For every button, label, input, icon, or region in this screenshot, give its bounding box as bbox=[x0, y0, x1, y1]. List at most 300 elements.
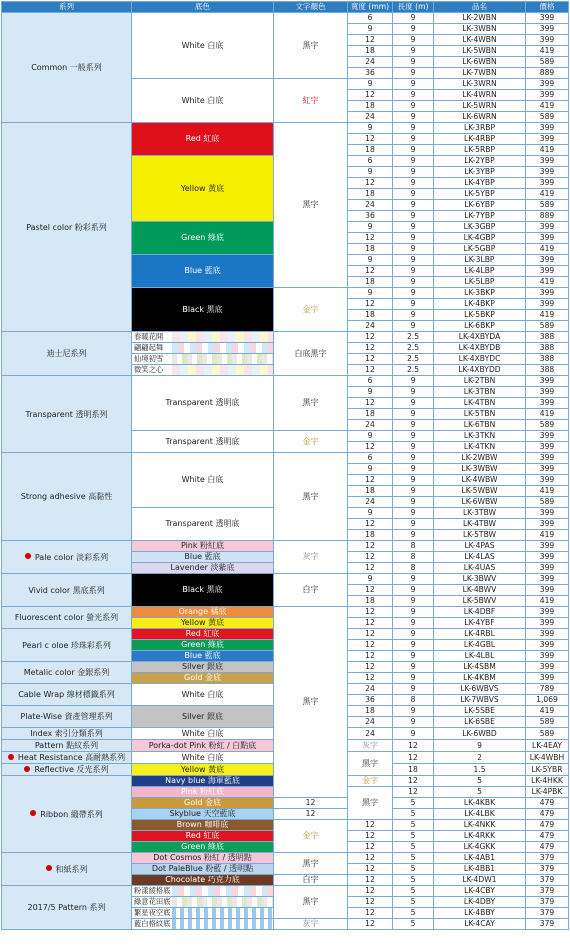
price-cell: 399 bbox=[526, 376, 569, 387]
width-cell: 12 bbox=[348, 266, 393, 277]
length-cell: 9 bbox=[393, 409, 434, 420]
pattern-swatch bbox=[172, 897, 273, 907]
width-cell: 12 bbox=[348, 398, 393, 409]
price-cell: 399 bbox=[526, 398, 569, 409]
price-cell: 379 bbox=[526, 919, 569, 930]
series-cell bbox=[2, 13, 132, 123]
width-cell: 18 bbox=[348, 189, 393, 200]
length-cell: 9 bbox=[393, 717, 434, 728]
product-cell: LK-4LAS bbox=[434, 552, 526, 563]
series-label: Pattern 點紋系列 bbox=[34, 741, 99, 750]
pattern-swatch bbox=[172, 343, 273, 353]
background-cell: Pink 粉紅底 bbox=[132, 541, 274, 552]
length-cell: 9 bbox=[393, 244, 434, 255]
price-cell: 479 bbox=[526, 842, 569, 853]
series-label: Index 索引分類系列 bbox=[30, 729, 103, 738]
width-cell: 18 bbox=[348, 101, 393, 112]
table-row bbox=[2, 607, 569, 618]
length-cell: 9 bbox=[393, 266, 434, 277]
width-cell: 9 bbox=[348, 222, 393, 233]
length-cell: 9 bbox=[393, 13, 434, 24]
series-label: Cable Wrap 線材標籤系列 bbox=[18, 690, 115, 699]
price-cell: 388 bbox=[526, 343, 569, 354]
width-cell: 12 bbox=[393, 740, 434, 752]
table-row bbox=[2, 332, 569, 343]
product-cell: LK-4SBM bbox=[434, 662, 526, 673]
price-cell: 419 bbox=[526, 101, 569, 112]
price-cell: 388 bbox=[526, 332, 569, 343]
background-cell: Green 綠底 bbox=[132, 842, 274, 853]
series-label: Pearl c oloe 珍珠彩系列 bbox=[22, 640, 111, 650]
background-cell: Green 綠底 bbox=[132, 222, 274, 255]
background-cell: Skyblue 天空藍底 bbox=[132, 809, 274, 820]
product-cell: LK-4DW1 bbox=[434, 875, 526, 886]
product-cell: LK-4LBK bbox=[434, 809, 526, 820]
length-cell: 9 bbox=[393, 574, 434, 585]
price-cell: 399 bbox=[526, 222, 569, 233]
product-cell: LK-3BWV bbox=[434, 574, 526, 585]
series-label: 迪士尼系列 bbox=[46, 349, 87, 358]
width-cell: 24 bbox=[348, 420, 393, 431]
length-cell: 9 bbox=[393, 299, 434, 310]
price-cell: 399 bbox=[526, 442, 569, 453]
length-cell: 2.5 bbox=[393, 365, 434, 376]
width-cell: 12 bbox=[393, 776, 434, 787]
price-cell: 399 bbox=[526, 629, 569, 640]
price-cell: 399 bbox=[526, 299, 569, 310]
length-cell: 9 bbox=[393, 398, 434, 409]
product-cell: LK-6YBP bbox=[434, 200, 526, 211]
length-cell: 9 bbox=[393, 442, 434, 453]
width-cell: 12 bbox=[348, 178, 393, 189]
width-cell: 24 bbox=[348, 112, 393, 123]
width-cell: 24 bbox=[348, 717, 393, 728]
text-color-cell: 紅字 bbox=[274, 79, 348, 123]
product-cell: LK-4TKN bbox=[434, 442, 526, 453]
length-cell: 9 bbox=[393, 684, 434, 695]
width-cell: 12 bbox=[348, 673, 393, 684]
length-cell: 9 bbox=[393, 453, 434, 464]
series-cell bbox=[2, 752, 132, 764]
product-cell: LK-4BWV bbox=[434, 585, 526, 596]
price-cell: 399 bbox=[526, 519, 569, 530]
background-cell: Green 綠底 bbox=[132, 640, 274, 651]
width-cell: 18 bbox=[348, 310, 393, 321]
background-cell: White 白底 bbox=[132, 684, 274, 706]
product-cell: LK-4BBY bbox=[434, 908, 526, 919]
width-cell: 12 bbox=[348, 365, 393, 376]
length-cell: 9 bbox=[393, 310, 434, 321]
product-cell: LK-4BKP bbox=[434, 299, 526, 310]
product-cell: LK-4NKK bbox=[434, 820, 526, 831]
price-cell: 789 bbox=[526, 684, 569, 695]
length-cell: 9 bbox=[393, 596, 434, 607]
price-cell: 379 bbox=[526, 853, 569, 864]
width-cell: 18 bbox=[348, 596, 393, 607]
background-cell: Blue 藍底 bbox=[132, 651, 274, 662]
price-cell: 419 bbox=[526, 596, 569, 607]
product-cell: LK-5WBW bbox=[434, 486, 526, 497]
background-cell: Brown 咖啡底 bbox=[132, 820, 274, 831]
price-cell: 399 bbox=[526, 79, 569, 90]
length-cell: 2.5 bbox=[393, 354, 434, 365]
pattern-label: 春暖花開 bbox=[132, 332, 172, 342]
price-cell: 379 bbox=[526, 886, 569, 897]
product-cell: LK-4GBL bbox=[434, 640, 526, 651]
series-cell bbox=[2, 740, 132, 752]
width-cell: 12 bbox=[348, 919, 393, 930]
width-cell: 18 bbox=[348, 486, 393, 497]
header-row bbox=[2, 2, 569, 13]
product-cell: LK-4LBL bbox=[434, 651, 526, 662]
header-width: 寬度 (mm) bbox=[348, 2, 393, 13]
width-cell: 24 bbox=[348, 200, 393, 211]
product-cell: LK-3WRN bbox=[434, 79, 526, 90]
price-cell: 479 bbox=[526, 831, 569, 842]
price-cell: 419 bbox=[526, 145, 569, 156]
price-cell: 399 bbox=[526, 123, 569, 134]
header-series: 系列 bbox=[2, 2, 132, 13]
table-row bbox=[2, 123, 569, 134]
product-cell: LK-5YBR bbox=[526, 764, 569, 776]
length-cell: 9 bbox=[393, 288, 434, 299]
width-cell: 12 bbox=[348, 332, 393, 343]
length-cell: 9 bbox=[434, 740, 526, 752]
series-label: Pastel color 粉彩系列 bbox=[26, 222, 107, 232]
series-cell bbox=[2, 574, 132, 607]
series-label: 2017/5 Pattern 系列 bbox=[27, 903, 106, 912]
price-cell: 589 bbox=[526, 717, 569, 728]
width-cell: 18 bbox=[348, 46, 393, 57]
width-cell: 24 bbox=[348, 728, 393, 740]
series-cell bbox=[2, 541, 132, 574]
background-cell: Black 黑底 bbox=[132, 288, 274, 332]
length-cell: 9 bbox=[393, 431, 434, 442]
series-label: Vivid color 黑底系列 bbox=[28, 585, 105, 595]
width-cell: 9 bbox=[348, 255, 393, 266]
price-cell: 399 bbox=[526, 156, 569, 167]
price-cell: 399 bbox=[526, 563, 569, 574]
length-cell: 9 bbox=[393, 486, 434, 497]
product-cell: LK-7WBVS bbox=[434, 695, 526, 706]
series-cell bbox=[2, 662, 132, 684]
length-cell: 9 bbox=[393, 497, 434, 508]
series-label: Fluorescent color 螢光系列 bbox=[14, 613, 119, 622]
product-cell: LK-3TKN bbox=[434, 431, 526, 442]
length-cell: 9 bbox=[393, 255, 434, 266]
price-cell: 399 bbox=[526, 475, 569, 486]
price-cell: 399 bbox=[526, 651, 569, 662]
length-cell: 9 bbox=[393, 651, 434, 662]
price-cell: 399 bbox=[526, 574, 569, 585]
price-cell: 399 bbox=[526, 13, 569, 24]
width-cell: 6 bbox=[348, 453, 393, 464]
price-cell: 399 bbox=[526, 35, 569, 46]
series-cell bbox=[2, 764, 132, 776]
text-color-cell: 黑字 bbox=[274, 376, 348, 431]
width-cell: 18 bbox=[348, 706, 393, 717]
background-cell: Silver 銀底 bbox=[132, 662, 274, 673]
price-table bbox=[1, 1, 569, 930]
product-cell: LK-5TBN bbox=[434, 409, 526, 420]
length-cell: 9 bbox=[393, 475, 434, 486]
price-cell: 399 bbox=[526, 387, 569, 398]
width-cell: 9 bbox=[348, 431, 393, 442]
price-cell: 589 bbox=[526, 497, 569, 508]
width-cell: 12 bbox=[348, 475, 393, 486]
width-cell: 12 bbox=[274, 798, 348, 809]
length-cell: 9 bbox=[393, 156, 434, 167]
product-cell: LK-4KBM bbox=[434, 673, 526, 684]
width-cell: 12 bbox=[348, 618, 393, 629]
length-cell: 9 bbox=[393, 211, 434, 222]
price-cell: 399 bbox=[526, 431, 569, 442]
background-cell: Dot PaleBlue 粉藍 / 透明點 bbox=[132, 864, 274, 875]
width-cell: 9 bbox=[348, 79, 393, 90]
width-cell: 9 bbox=[348, 464, 393, 475]
table-row bbox=[2, 886, 569, 897]
width-cell: 18 bbox=[393, 764, 434, 776]
background-cell: Dot Cosmos 粉紅 / 透明點 bbox=[132, 853, 274, 864]
product-cell: LK-4XBYDA bbox=[434, 332, 526, 343]
product-cell: LK-3BKP bbox=[434, 288, 526, 299]
length-cell: 9 bbox=[393, 101, 434, 112]
width-cell: 12 bbox=[348, 864, 393, 875]
background-cell: Yellow 黃底 bbox=[132, 764, 274, 776]
series-label: Heat Resistance 高耐熱系列 bbox=[17, 753, 126, 762]
background-cell: Navy blue 海軍藍底 bbox=[132, 776, 274, 787]
length-cell: 9 bbox=[393, 233, 434, 244]
series-label: Plate-Wise 資產管理系列 bbox=[20, 712, 113, 721]
width-cell: 9 bbox=[348, 574, 393, 585]
background-cell: White 白底 bbox=[132, 13, 274, 79]
background-cell: Orange 橘底 bbox=[132, 607, 274, 618]
length-cell: 9 bbox=[393, 530, 434, 541]
length-cell: 9 bbox=[393, 134, 434, 145]
price-cell: 399 bbox=[526, 453, 569, 464]
length-cell: 9 bbox=[393, 24, 434, 35]
product-cell: LK-4RBP bbox=[434, 134, 526, 145]
background-cell bbox=[132, 886, 274, 897]
width-cell: 24 bbox=[348, 321, 393, 332]
product-cell: LK-4TBN bbox=[434, 398, 526, 409]
background-cell bbox=[132, 332, 274, 343]
width-cell: 36 bbox=[348, 211, 393, 222]
pattern-label: 繁星夜空底 bbox=[134, 908, 171, 917]
price-cell: 419 bbox=[526, 706, 569, 717]
product-cell: LK-5RBP bbox=[434, 145, 526, 156]
width-cell: 12 bbox=[348, 853, 393, 864]
price-cell: 399 bbox=[526, 618, 569, 629]
price-cell: 589 bbox=[526, 420, 569, 431]
length-cell: 9 bbox=[393, 464, 434, 475]
price-cell: 388 bbox=[526, 365, 569, 376]
text-color-cell: 黑字 bbox=[274, 853, 348, 875]
price-cell: 399 bbox=[526, 541, 569, 552]
red-dot-icon bbox=[8, 754, 14, 760]
length-cell: 2 bbox=[434, 752, 526, 764]
price-cell: 399 bbox=[526, 233, 569, 244]
length-cell: 5 bbox=[393, 842, 434, 853]
price-cell: 379 bbox=[526, 875, 569, 886]
width-cell: 6 bbox=[348, 156, 393, 167]
pattern-label: 粉漾綾格底 bbox=[134, 886, 171, 895]
length-cell: 9 bbox=[393, 277, 434, 288]
width-cell: 12 bbox=[348, 585, 393, 596]
series-cell bbox=[2, 886, 132, 930]
background-cell: Red 紅底 bbox=[132, 831, 274, 842]
width-cell: 18 bbox=[348, 530, 393, 541]
length-cell: 5 bbox=[393, 897, 434, 908]
width-cell: 9 bbox=[348, 508, 393, 519]
price-cell: 889 bbox=[526, 68, 569, 79]
width-cell: 12 bbox=[348, 233, 393, 244]
length-cell: 9 bbox=[393, 728, 434, 740]
product-cell: LK-4WBH bbox=[526, 752, 569, 764]
length-cell: 9 bbox=[393, 79, 434, 90]
series-cell bbox=[2, 376, 132, 453]
price-cell: 399 bbox=[526, 552, 569, 563]
width-cell: 12 bbox=[348, 820, 393, 831]
series-cell bbox=[2, 123, 132, 332]
width-cell: 12 bbox=[348, 629, 393, 640]
product-cell: LK-2WBN bbox=[434, 13, 526, 24]
price-cell: 419 bbox=[526, 277, 569, 288]
length-cell: 9 bbox=[393, 519, 434, 530]
width-cell: 24 bbox=[348, 684, 393, 695]
length-cell: 8 bbox=[393, 695, 434, 706]
price-cell: 589 bbox=[526, 728, 569, 740]
table-row bbox=[2, 376, 569, 387]
width-cell: 12 bbox=[348, 90, 393, 101]
length-cell: 5 bbox=[393, 908, 434, 919]
text-color-cell: 黑字 bbox=[274, 13, 348, 79]
width-cell: 36 bbox=[348, 695, 393, 706]
text-color-cell: 黑字 bbox=[274, 607, 348, 798]
width-cell: 9 bbox=[348, 123, 393, 134]
width-cell: 12 bbox=[348, 842, 393, 853]
price-cell: 419 bbox=[526, 486, 569, 497]
width-cell: 12 bbox=[348, 908, 393, 919]
width-cell: 36 bbox=[348, 68, 393, 79]
price-cell: 419 bbox=[526, 409, 569, 420]
length-cell: 9 bbox=[393, 145, 434, 156]
series-label: Metalic color 金銀系列 bbox=[23, 668, 110, 677]
pattern-swatch bbox=[172, 354, 273, 364]
series-cell bbox=[2, 684, 132, 706]
length-cell: 9 bbox=[393, 167, 434, 178]
width-cell: 12 bbox=[348, 442, 393, 453]
series-cell bbox=[2, 853, 132, 886]
width-cell: 18 bbox=[348, 277, 393, 288]
background-cell: White 白底 bbox=[132, 728, 274, 740]
length-cell: 9 bbox=[393, 585, 434, 596]
width-cell: 12 bbox=[348, 897, 393, 908]
price-cell: 479 bbox=[526, 809, 569, 820]
length-cell: 9 bbox=[393, 189, 434, 200]
price-cell: 589 bbox=[526, 112, 569, 123]
product-cell: LK-4GKK bbox=[434, 842, 526, 853]
product-cell: LK-4YBF bbox=[434, 618, 526, 629]
table-row bbox=[2, 574, 569, 585]
width-cell: 12 bbox=[348, 35, 393, 46]
price-cell: 399 bbox=[526, 266, 569, 277]
background-cell: Transparent 透明底 bbox=[132, 431, 274, 453]
series-cell bbox=[2, 453, 132, 541]
product-cell: LK-4XBYDD bbox=[434, 365, 526, 376]
product-cell: LK-5TBW bbox=[434, 530, 526, 541]
text-color-cell: 灰字 bbox=[274, 541, 348, 574]
product-cell: LK-6WBVS bbox=[434, 684, 526, 695]
background-cell bbox=[132, 908, 274, 919]
product-cell: LK-5SBE bbox=[434, 706, 526, 717]
width-cell: 12 bbox=[348, 651, 393, 662]
width-cell: 12 bbox=[393, 787, 434, 798]
series-label: Transparent 透明系列 bbox=[25, 409, 108, 419]
background-cell bbox=[132, 365, 274, 376]
pattern-label: 微笑之心 bbox=[132, 365, 172, 375]
series-label: Ribbon 緞帶系列 bbox=[40, 809, 103, 819]
product-cell: LK-2WBW bbox=[434, 453, 526, 464]
width-cell: 12 bbox=[348, 563, 393, 574]
width-cell: 6 bbox=[348, 376, 393, 387]
table-row bbox=[2, 853, 569, 864]
product-cell: LK-5WBN bbox=[434, 46, 526, 57]
product-cell: LK-3WBN bbox=[434, 24, 526, 35]
price-cell: 889 bbox=[526, 211, 569, 222]
background-cell: Blue 藍底 bbox=[132, 552, 274, 563]
width-cell: 12 bbox=[348, 875, 393, 886]
width-cell: 9 bbox=[348, 24, 393, 35]
width-cell: 12 bbox=[348, 552, 393, 563]
length-cell: 9 bbox=[393, 629, 434, 640]
product-cell: LK-5YBP bbox=[434, 189, 526, 200]
product-cell: LK-4TBW bbox=[434, 519, 526, 530]
price-cell: 479 bbox=[526, 798, 569, 809]
text-color-cell: 灰字 bbox=[348, 740, 393, 752]
text-color-cell: 白字 bbox=[274, 875, 348, 886]
background-cell: Yellow 黃底 bbox=[132, 156, 274, 222]
product-cell: LK-4XBYDC bbox=[434, 354, 526, 365]
background-cell: White 白底 bbox=[132, 752, 274, 764]
text-color-cell: 黑字 bbox=[348, 752, 393, 776]
background-cell: Red 紅底 bbox=[132, 629, 274, 640]
background-cell: Red 紅底 bbox=[132, 123, 274, 156]
length-cell: 9 bbox=[393, 508, 434, 519]
width-cell: 12 bbox=[348, 886, 393, 897]
pattern-label: 綠意花田底 bbox=[134, 897, 171, 906]
pattern-swatch bbox=[172, 332, 273, 342]
length-cell: 9 bbox=[393, 673, 434, 684]
width-cell: 12 bbox=[348, 640, 393, 651]
price-cell: 589 bbox=[526, 321, 569, 332]
length-cell: 9 bbox=[393, 112, 434, 123]
width-cell: 9 bbox=[348, 288, 393, 299]
product-cell: LK-4WBN bbox=[434, 35, 526, 46]
price-cell: 399 bbox=[526, 464, 569, 475]
pattern-label: 仙境初雪 bbox=[132, 354, 172, 364]
product-cell: LK-4YBP bbox=[434, 178, 526, 189]
width-cell: 18 bbox=[348, 409, 393, 420]
price-cell: 399 bbox=[526, 662, 569, 673]
length-cell: 5 bbox=[393, 875, 434, 886]
price-cell: 1,069 bbox=[526, 695, 569, 706]
product-cell: LK-7WBN bbox=[434, 68, 526, 79]
product-cell: LK-5GBP bbox=[434, 244, 526, 255]
header-length: 長度 (m) bbox=[393, 2, 434, 13]
text-color-cell: 金字 bbox=[274, 288, 348, 332]
series-label: Reflective 反光系列 bbox=[34, 765, 109, 774]
